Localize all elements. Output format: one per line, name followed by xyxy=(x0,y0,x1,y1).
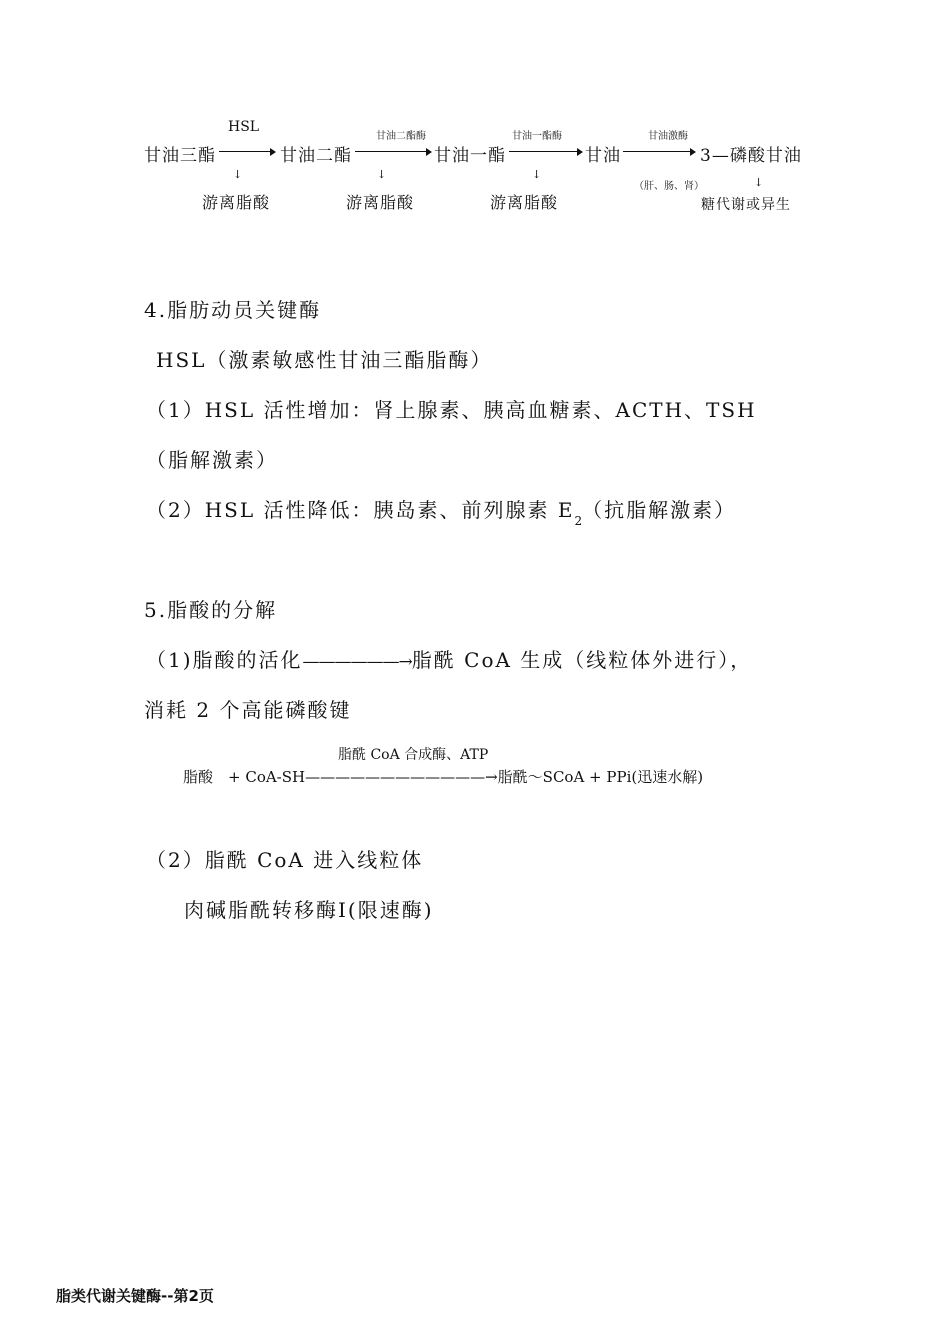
product-free-fatty-acid-2: 游离脂酸 xyxy=(346,193,415,212)
section4-line3: （脂解激素） xyxy=(146,448,278,472)
arrow-4-head xyxy=(690,148,696,156)
enzyme-dag-lipase-label: 甘油二酯酶 xyxy=(376,131,426,142)
reaction-equation: 脂酸 + CoA-SH————————————→脂酰～SCoA + PPi(迅速水解) xyxy=(183,768,704,786)
arrow-2-head xyxy=(426,148,432,156)
node-triglyceride: 甘油三酯 xyxy=(144,146,216,166)
node-monoglyceride: 甘油一酯 xyxy=(434,146,506,166)
arrow-2 xyxy=(355,151,428,152)
section4-line4-main: （2）HSL 活性降低：胰岛素、前列腺素 E xyxy=(146,498,575,522)
enzyme-mag-lipase-label: 甘油一酯酶 xyxy=(512,131,562,142)
section4-line4 xyxy=(146,494,737,528)
node-glycerol-3-phosphate: 3—磷酸甘油 xyxy=(700,146,802,166)
arrow-1 xyxy=(219,151,272,152)
arrow-3-head xyxy=(577,148,583,156)
down-arrow-4: ↓ xyxy=(754,176,764,189)
section4-line1: HSL（激素敏感性甘油三酯脂酶） xyxy=(156,348,493,372)
section5-line1 xyxy=(146,644,752,673)
arrow-1-head xyxy=(270,148,276,156)
node-glycerol: 甘油 xyxy=(585,146,621,166)
section4-line4-end: （抗脂解激素） xyxy=(582,498,737,522)
activation-arrow: ——————→ xyxy=(302,652,412,672)
section5-line2: 消耗 2 个高能磷酸键 xyxy=(144,698,352,722)
section4-heading: 4.脂肪动员关键酶 xyxy=(144,298,322,322)
arrow-3 xyxy=(509,151,579,152)
subscript-2: 2 xyxy=(574,514,583,528)
enzyme-glycerol-kinase-label: 甘油激酶 xyxy=(648,131,688,142)
down-arrow-1: ↓ xyxy=(233,168,243,181)
arrow-4 xyxy=(623,151,692,152)
down-arrow-3: ↓ xyxy=(532,168,542,181)
section5-line3: （2）脂酰 CoA 进入线粒体 xyxy=(146,848,424,872)
down-arrow-2: ↓ xyxy=(377,168,387,181)
product-free-fatty-acid-1: 游离脂酸 xyxy=(202,193,271,212)
section5-heading: 5.脂酸的分解 xyxy=(144,598,278,622)
section5-line4: 肉碱脂酰转移酶Ⅰ(限速酶) xyxy=(184,898,434,922)
node-diglyceride: 甘油二酯 xyxy=(280,146,352,166)
page-footer: 脂类代谢关键酶--第2页 xyxy=(56,1287,214,1305)
enzyme-hsl-label: HSL xyxy=(228,119,260,135)
section5-line1-start: （1)脂酸的活化 xyxy=(146,648,303,672)
section4-line2: （1）HSL 活性增加：肾上腺素、胰高血糖素、ACTH、TSH xyxy=(146,398,757,422)
reaction-enzyme-label: 脂酰 CoA 合成酶、ATP xyxy=(338,747,489,763)
section5-line1-end: 脂酰 CoA 生成（线粒体外进行）， xyxy=(411,648,753,672)
product-free-fatty-acid-3: 游离脂酸 xyxy=(490,193,559,212)
tissue-note: （肝、肠、肾） xyxy=(634,181,704,192)
product-glucose-metabolism: 糖代谢或异生 xyxy=(701,197,791,213)
